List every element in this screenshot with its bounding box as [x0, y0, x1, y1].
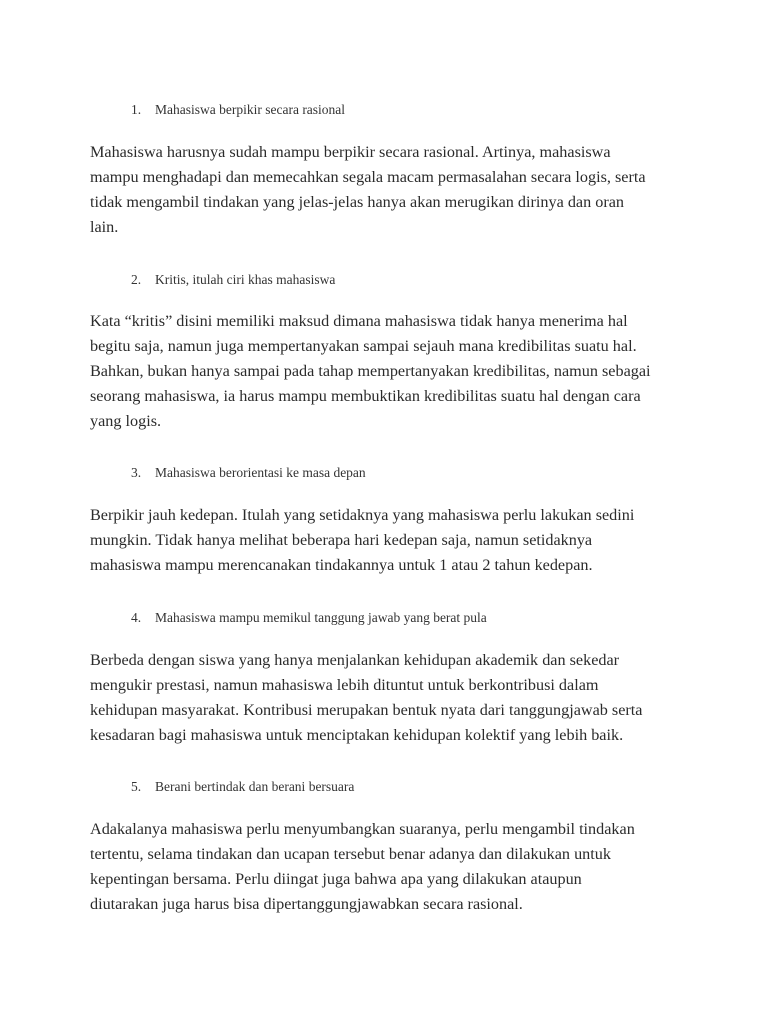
paragraph-line: yang logis. [90, 412, 162, 430]
heading-text: Berani bertindak dan berani bersuara [155, 779, 355, 794]
paragraph-line: Berbeda dengan siswa yang hanya menjalankan kehidupan akademik dan sekedar [90, 651, 620, 669]
section-paragraph [90, 503, 690, 578]
section-paragraph [90, 309, 690, 434]
heading-text: Kritis, itulah ciri khas mahasiswa [155, 272, 336, 287]
list-number: 2. [131, 272, 142, 287]
paragraph-line: mungkin. Tidak hanya melihat beberapa hari kedepan saja, namun setidaknya [90, 531, 593, 549]
paragraph-line: Bahkan, bukan hanya sampai pada tahap mempertanyakan kredibilitas, namun sebagai [90, 362, 651, 380]
section-heading [131, 464, 366, 482]
section-heading [131, 271, 335, 289]
paragraph-line: begitu saja, namun juga mempertanyakan sampai sejauh mana kredibilitas suatu hal. [90, 337, 637, 355]
paragraph-line: Mahasiswa harusnya sudah mampu berpikir secara rasional. Artinya, mahasiswa [90, 143, 611, 161]
paragraph-line: Berpikir jauh kedepan. Itulah yang setidaknya yang mahasiswa perlu lakukan sedini [90, 506, 635, 524]
paragraph-line: kehidupan masyarakat. Kontribusi merupakan bentuk nyata dari tanggungjawab serta [90, 701, 643, 719]
list-number: 5. [131, 779, 142, 794]
paragraph-line: mengukir prestasi, namun mahasiswa lebih dituntut untuk berkontribusi dalam [90, 676, 599, 694]
paragraph-line: seorang mahasiswa, ia harus mampu membuktikan kredibilitas suatu hal dengan cara [90, 387, 641, 405]
paragraph-line: kepentingan bersama. Perlu diingat juga bahwa apa yang dilakukan ataupun [90, 870, 582, 888]
section-paragraph [90, 648, 690, 748]
heading-text: Mahasiswa berpikir secara rasional [155, 102, 346, 117]
paragraph-line: tertentu, selama tindakan dan ucapan tersebut benar adanya dan dilakukan untuk [90, 845, 611, 863]
section-paragraph [90, 817, 690, 917]
paragraph-line: kesadaran bagi mahasiswa untuk menciptakan kehidupan kolektif yang lebih baik. [90, 726, 624, 744]
paragraph-line: Adakalanya mahasiswa perlu menyumbangkan suaranya, perlu mengambil tindakan [90, 820, 635, 838]
paragraph-line: tidak mengambil tindakan yang jelas-jelas hanya akan merugikan dirinya dan oran [90, 193, 625, 211]
section-paragraph [90, 140, 690, 240]
list-number: 3. [131, 465, 142, 480]
paragraph-line: mampu menghadapi dan memecahkan segala macam permasalahan secara logis, serta [90, 168, 646, 186]
section-heading [131, 778, 354, 796]
paragraph-line: lain. [90, 218, 119, 236]
paragraph-line: diutarakan juga harus bisa dipertanggungjawabkan secara rasional. [90, 895, 523, 913]
section-heading [131, 609, 487, 627]
paragraph-line: mahasiswa mampu merencanakan tindakannya untuk 1 atau 2 tahun kedepan. [90, 556, 593, 574]
section-heading [131, 101, 345, 119]
heading-text: Mahasiswa berorientasi ke masa depan [155, 465, 366, 480]
list-number: 4. [131, 610, 142, 625]
heading-text: Mahasiswa mampu memikul tanggung jawab yang berat pula [155, 610, 487, 625]
paragraph-line: Kata “kritis” disini memiliki maksud dimana mahasiswa tidak hanya menerima hal [90, 312, 628, 330]
list-number: 1. [131, 102, 142, 117]
